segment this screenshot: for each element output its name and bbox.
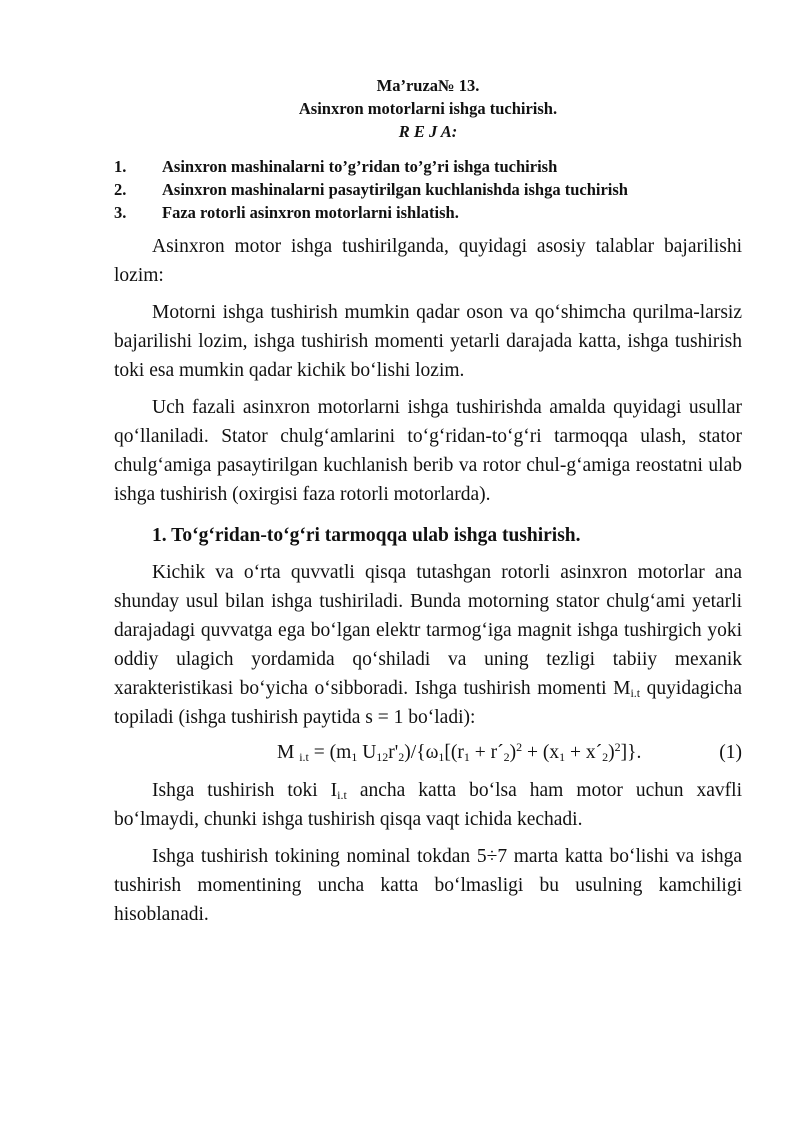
plan-item-text: Faza rotorli asinxron motorlarni ishlatish. xyxy=(162,203,459,222)
plan-list xyxy=(114,155,742,224)
formula-part: r' xyxy=(388,742,399,763)
plan-item-text: Asinxron mashinalarni to’g’ridan to’g’ri ishga tuchirish xyxy=(162,157,558,176)
formula-sub: 12 xyxy=(376,750,389,764)
document-page xyxy=(114,74,742,929)
formula-part: [(r xyxy=(444,742,464,763)
paragraph-start-methods: Uch fazali asinxron motorlarni ishga tushirishda amalda quyidagi usullar qo‘llaniladi. Stator chulg‘amlarini to‘g‘ridan-to‘g‘ri tarmoqqa ulash, stator chulg‘amiga pasaytirilgan kuchlanish berib va rotor chul-g‘amiga reostatni ulab ishga tushirish (oxirgisi faza rotorli motorlarda). xyxy=(114,397,742,505)
formula-part: + x´ xyxy=(565,742,603,763)
lecture-title: Asinxron motorlarni ishga tuchirish. xyxy=(298,99,558,118)
formula-sub: 2 xyxy=(503,750,510,764)
formula-part: ]}. xyxy=(620,742,642,763)
plan-item-number: 3. xyxy=(114,203,127,222)
formula-sub: 1 xyxy=(463,750,470,764)
paragraph-text: Kichik va o‘rta quvvatli qisqa tutashgan rotorli asinxron motorlar ana shunday usul bilan ishga tushiriladi. Bunda motorning stator chulg‘ami yetarli darajadagi quvvatga ega bo‘lgan elektr tarmog‘iga magnit ishga tushirgich yoki oddiy ulagich yordamida qo‘shiladi va uning tezligi tabiiy mexanik xarakteristikasi bo‘yicha o‘sibboradi. Ishga tushirish momenti M xyxy=(114,562,742,699)
formula-part: = (m xyxy=(308,742,352,763)
plan-item-number: 1. xyxy=(114,157,127,176)
formula-part: )/{ω xyxy=(404,742,439,763)
paragraph-text: ancha katta bo‘lsa ham motor uchun xavfli bo‘lmaydi, chunki ishga tushirish qisqa vaqt ichida kechadi. xyxy=(114,780,742,830)
formula-part: + r´ xyxy=(469,742,504,763)
formula-sup: 2 xyxy=(516,740,523,754)
formula-part: ) xyxy=(608,742,615,763)
subscript: i.t xyxy=(337,788,347,802)
plan-label: R E J A: xyxy=(398,122,458,141)
paragraph-start-conditions: Motorni ishga tushirish mumkin qadar oson va qo‘shimcha qurilma-larsiz bajarilishi lozim, ishga tushirish momenti yetarli darajada katta, ishga tushirish toki esa mumkin qadar kichik bo‘lishi lozim. xyxy=(114,302,742,381)
paragraph-drawback: Ishga tushirish tokining nominal tokdan 5÷7 marta katta bo‘lishi va ishga tushirish momentining uncha katta bo‘lmasligi bu usulning kamchiligi hisoblanadi. xyxy=(114,846,742,925)
lecture-number: Ma’ruza№ 13. xyxy=(376,76,480,95)
formula-part: ) xyxy=(509,742,517,763)
formula-sub: 1 xyxy=(438,750,445,764)
subscript: i.t xyxy=(630,686,641,700)
plan-item-text: Asinxron mashinalarni pasaytirilgan kuchlanishda ishga tuchirish xyxy=(162,180,628,199)
formula-sub: 2 xyxy=(398,750,405,764)
plan-item xyxy=(114,201,742,224)
formula-sub: 1 xyxy=(351,750,358,764)
formula-sub: i.t xyxy=(299,750,309,764)
formula-sub: 1 xyxy=(559,750,566,764)
section-heading: 1. To‘g‘ridan-to‘g‘ri tarmoqqa ulab ishga tushirish. xyxy=(152,525,581,546)
formula-part: M xyxy=(277,742,300,763)
paragraph-text: Ishga tushirish toki I xyxy=(152,780,338,801)
plan-item xyxy=(114,155,742,178)
formula-row xyxy=(114,738,742,768)
formula-sub: 2 xyxy=(602,750,609,764)
plan-item-number: 2. xyxy=(114,180,127,199)
paragraph-requirements: Asinxron motor ishga tushirilganda, quyidagi asosiy talablar bajarilishi lozim: xyxy=(114,236,742,286)
equation-number: (1) xyxy=(719,742,742,763)
paragraph-start-current xyxy=(114,776,742,834)
paragraph-text: quyidagicha topiladi (ishga tushirish paytida s = 1 bo‘ladi): xyxy=(114,678,742,728)
formula-part: U xyxy=(357,742,377,763)
plan-item xyxy=(114,178,742,201)
starting-torque-formula xyxy=(277,738,641,768)
formula-part: + (x xyxy=(522,742,560,763)
formula-sup: 2 xyxy=(614,740,621,754)
paragraph-direct-start xyxy=(114,558,742,732)
